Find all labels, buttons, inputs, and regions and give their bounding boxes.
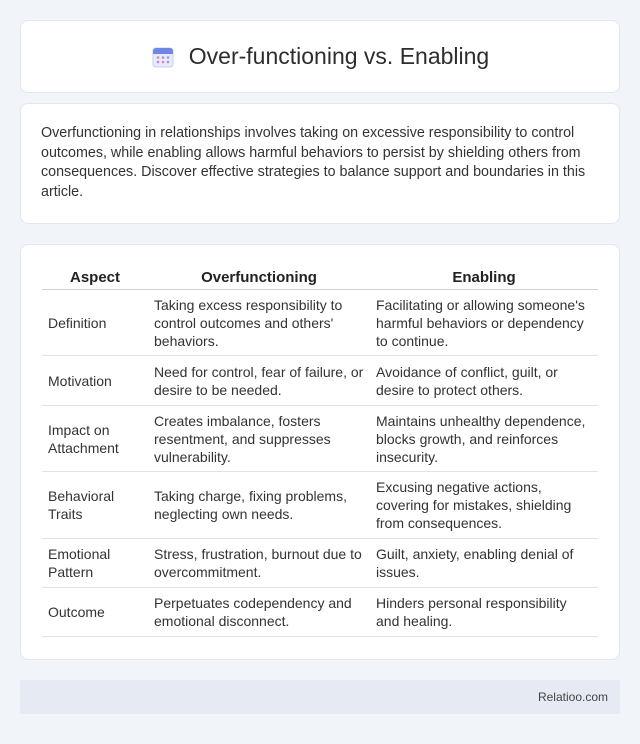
overfunctioning-cell: Taking charge, fixing problems, neglecting own needs. — [148, 472, 370, 539]
page-title: Over-functioning vs. Enabling — [188, 43, 490, 69]
enabling-cell: Avoidance of conflict, guilt, or desire to protect others. — [370, 356, 598, 406]
table-row — [42, 356, 598, 406]
table-row — [42, 406, 598, 472]
table-header-row — [42, 265, 598, 290]
header-enabling: Enabling — [370, 265, 598, 290]
overfunctioning-cell: Perpetuates codependency and emotional disconnect. — [148, 588, 370, 637]
enabling-cell: Excusing negative actions, covering for mistakes, shielding from consequences. — [370, 472, 598, 539]
aspect-cell: Behavioral Traits — [42, 472, 148, 539]
intro-text: Overfunctioning in relationships involves taking on excessive responsibility to control outcomes, while enabling allows harmful behaviors to persist by shielding others from consequences. Discover effective strategies to balance support and boundaries in this article. — [41, 125, 586, 200]
footer — [20, 680, 620, 714]
comparison-table — [42, 265, 598, 637]
header-aspect: Aspect — [42, 265, 148, 290]
aspect-cell: Outcome — [42, 588, 148, 637]
overfunctioning-cell: Stress, frustration, burnout due to overcommitment. — [148, 539, 370, 588]
aspect-cell: Emotional Pattern — [42, 539, 148, 588]
enabling-cell: Facilitating or allowing someone's harmful behaviors or dependency to continue. — [370, 290, 598, 356]
header-overfunctioning: Overfunctioning — [148, 265, 370, 290]
overfunctioning-cell: Need for control, fear of failure, or desire to be needed. — [148, 356, 370, 406]
enabling-cell: Guilt, anxiety, enabling denial of issues. — [370, 539, 598, 588]
overfunctioning-cell: Taking excess responsibility to control outcomes and others' behaviors. — [148, 290, 370, 356]
table-row — [42, 290, 598, 356]
enabling-cell: Maintains unhealthy dependence, blocks growth, and reinforces insecurity. — [370, 406, 598, 472]
calendar-icon — [151, 45, 175, 69]
footer-brand: Relatioo.com — [537, 690, 608, 704]
table-row — [42, 472, 598, 539]
aspect-cell: Motivation — [42, 356, 148, 406]
title-card — [20, 20, 620, 93]
overfunctioning-cell: Creates imbalance, fosters resentment, and suppresses vulnerability. — [148, 406, 370, 472]
table-row — [42, 539, 598, 588]
enabling-cell: Hinders personal responsibility and healing. — [370, 588, 598, 637]
aspect-cell: Definition — [42, 290, 148, 356]
table-row — [42, 588, 598, 637]
intro-card — [20, 103, 620, 224]
comparison-card — [20, 244, 620, 660]
aspect-cell: Impact on Attachment — [42, 406, 148, 472]
